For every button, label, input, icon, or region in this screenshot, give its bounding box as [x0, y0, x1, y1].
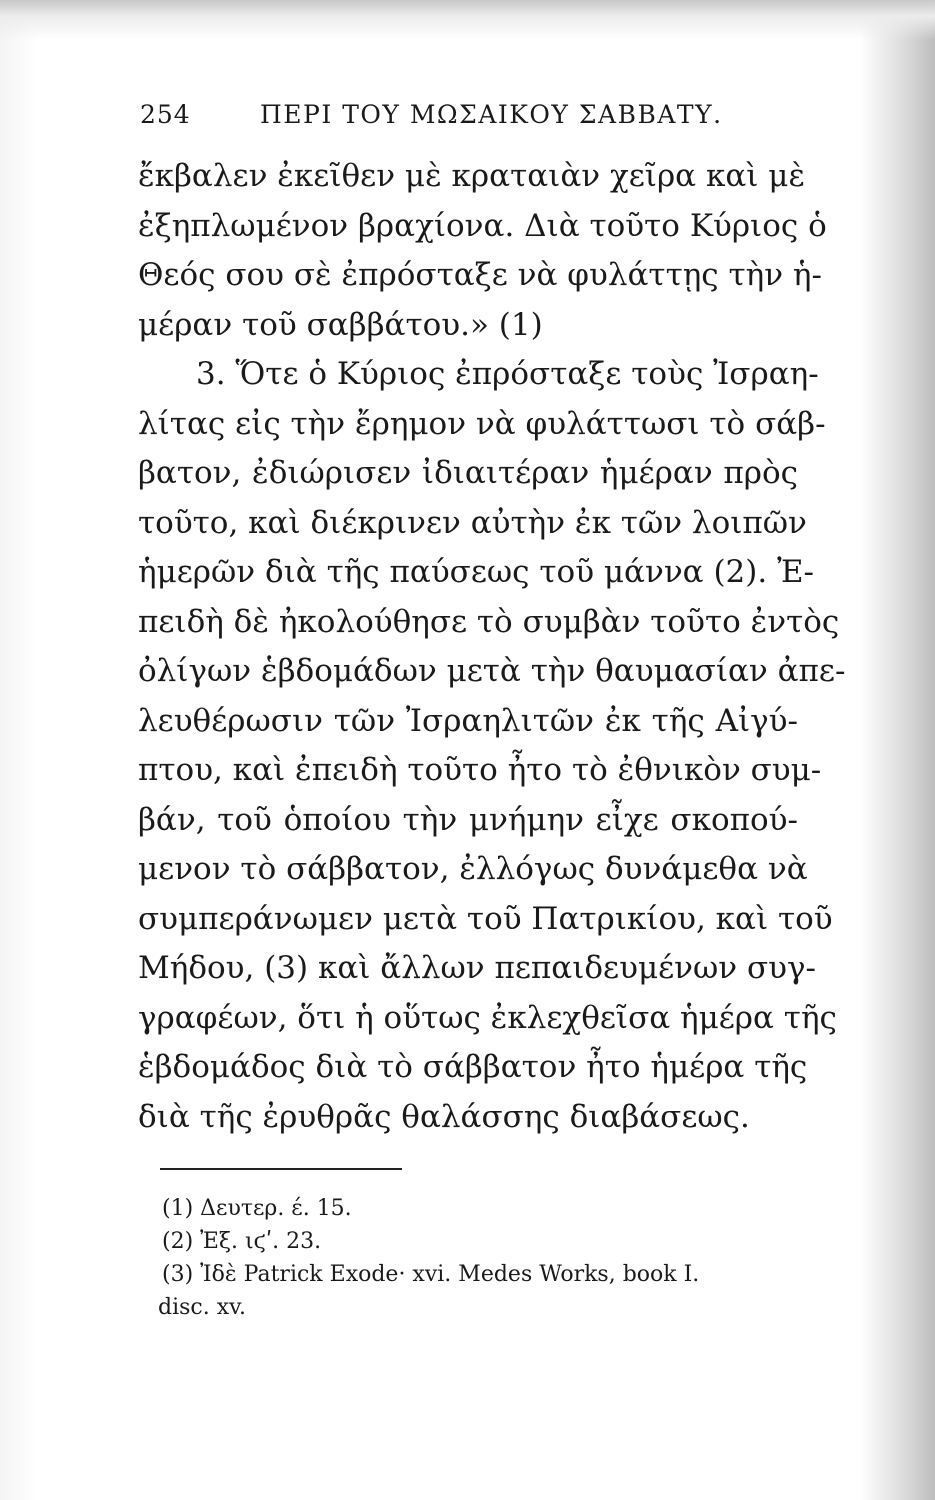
running-title: ΠΕΡΙ ΤΟΥ ΜΩΣΑΙΚΟΥ ΣΑΒΒΑΤΥ. — [260, 100, 723, 129]
text-line: βάν, τοῦ ὁποίου τὴν μνήμην εἶχε σκοπού- — [138, 801, 798, 838]
text-line: διὰ τῆς ἐρυθρᾶς θαλάσσης διαβάσεως. — [138, 1098, 750, 1135]
text-line: ἔκβαλεν ἐκεῖθεν μὲ κραταιὰν χεῖρα καὶ μὲ — [138, 158, 806, 194]
text-line: ἑβδομάδος διὰ τὸ σάββατον ἦτο ἡμέρα τῆς — [138, 1049, 808, 1085]
text-line: τοῦτο, καὶ διέκρινεν αὐτὴν ἐκ τῶν λοιπῶν — [138, 504, 807, 541]
footnote-divider — [160, 1168, 402, 1170]
page-number: 254 — [140, 100, 191, 129]
text-line: βατον, ἐδιώρισεν ἰδιαιτέραν ἡμέραν πρὸς — [138, 455, 798, 491]
text-line: 3. Ὅτε ὁ Κύριος ἐπρόσταξε τοὺς Ἰσραη- — [196, 356, 819, 392]
text-line: λευθέρωσιν τῶν Ἰσραηλιτῶν ἐκ τῆς Αἰγύ- — [138, 702, 798, 739]
footnote-1: (1) Δευτερ. έ. 15. — [162, 1196, 352, 1221]
text-line: λίτας εἰς τὴν ἔρημον νὰ φυλάττωσι τὸ σάβ- — [138, 405, 826, 442]
text-line: Μήδου, (3) καὶ ἄλλων πεπαιδευμένων συγ- — [138, 950, 816, 986]
text-line: πειδὴ δὲ ἠκολούθησε τὸ συμβὰν τοῦτο ἐντὸς — [138, 603, 840, 640]
page-header — [140, 100, 790, 140]
footnote-3: (3) Ἰδὲ Patrick Exode· xvi. Medes Works, book I. — [162, 1262, 700, 1287]
text-line: μέραν τοῦ σαββάτου.» (1) — [138, 306, 543, 343]
footnote-2: (2) Ἐξ. ιϛʹ. 23. — [162, 1229, 322, 1254]
text-line: συμπεράνωμεν μετὰ τοῦ Πατρικίου, καὶ τοῦ — [138, 900, 833, 937]
text-line: ἐξηπλωμένον βραχίονα. Διὰ τοῦτο Κύριος ὁ — [138, 207, 827, 244]
text-line: μενον τὸ σάββατον, ἐλλόγως δυνάμεθα νὰ — [138, 851, 808, 887]
text-line: πτου, καὶ ἐπειδὴ τοῦτο ἦτο τὸ ἐθνικὸν συμ- — [138, 752, 822, 788]
text-line: ἡμερῶν διὰ τῆς παύσεως τοῦ μάννα (2). Ἐ- — [138, 554, 815, 590]
text-line: γραφέων, ὅτι ἡ οὕτως ἐκλεχθεῖσα ἡμέρα τῆς — [138, 999, 837, 1036]
scan-shadow — [0, 0, 935, 40]
footnote-3-continuation: disc. xv. — [158, 1295, 246, 1320]
main-text — [138, 152, 846, 1142]
text-line: Θεός σου σὲ ἐπρόσταξε νὰ φυλάττῃς τὴν ἡ- — [138, 257, 822, 293]
text-line: ὀλίγων ἑβδομάδων μετὰ τὴν θαυμασίαν ἀπε- — [138, 653, 846, 689]
footnotes — [158, 1192, 802, 1324]
